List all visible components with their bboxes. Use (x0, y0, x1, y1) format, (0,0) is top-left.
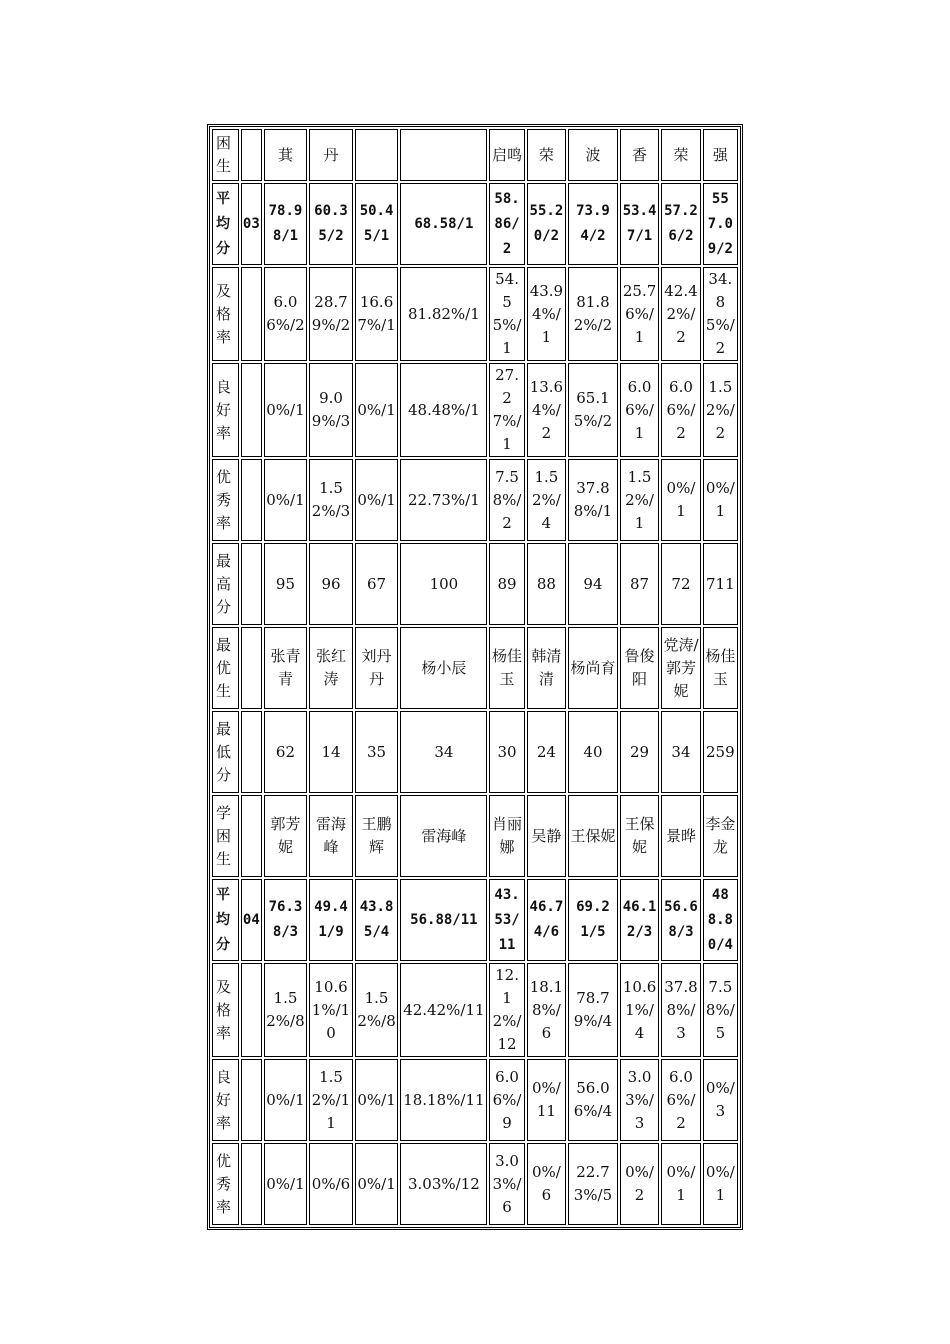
table-cell: 景晔 (661, 795, 700, 877)
table-cell: 王鹏辉 (355, 795, 399, 877)
table-cell: 22.73%/1 (400, 459, 487, 541)
table-cell: 0%/1 (264, 363, 308, 457)
table-cell: 34 (661, 711, 700, 793)
class-number-cell (241, 267, 262, 361)
table-cell: 13.64%/2 (527, 363, 566, 457)
table-cell: 张青青 (264, 627, 308, 709)
table-cell: 6.06%/9 (489, 1059, 524, 1141)
table-body (212, 129, 738, 1225)
table-cell: 50.45/1 (355, 183, 399, 265)
table-cell: 56.88/11 (400, 879, 487, 961)
table-cell: 0%/1 (661, 1143, 700, 1225)
table-cell: 0%/2 (620, 1143, 659, 1225)
class-number-cell (241, 963, 262, 1057)
row-label: 平均分 (212, 879, 239, 961)
table-cell: 王保妮 (568, 795, 618, 877)
table-cell: 1.52%/1 (620, 459, 659, 541)
table-row (212, 1143, 738, 1225)
table-row (212, 459, 738, 541)
table-cell: 30 (489, 711, 524, 793)
table-cell: 1.52%/8 (264, 963, 308, 1057)
table-cell: 37.88%/3 (661, 963, 700, 1057)
table-cell: 6.06%/2 (661, 1059, 700, 1141)
table-cell: 67 (355, 543, 399, 625)
table-row (212, 129, 738, 181)
row-label: 困生 (212, 129, 239, 181)
table-cell: 57.26/2 (661, 183, 700, 265)
table-row (212, 267, 738, 361)
class-score-statistics-table (210, 127, 740, 1227)
table-cell: 0%/11 (527, 1059, 566, 1141)
table-cell: 党涛/郭芳妮 (661, 627, 700, 709)
table-cell: 韩清清 (527, 627, 566, 709)
table-cell: 肖丽娜 (489, 795, 524, 877)
class-number-cell (241, 363, 262, 457)
table-cell: 43.85/4 (355, 879, 399, 961)
class-number-cell: 04 (241, 879, 262, 961)
score-table-frame (207, 124, 743, 1230)
table-cell: 0%/1 (703, 1143, 738, 1225)
class-number-cell (241, 627, 262, 709)
class-number-cell (241, 711, 262, 793)
table-cell: 1.52%/3 (309, 459, 353, 541)
table-cell: 22.73%/5 (568, 1143, 618, 1225)
table-cell: 87 (620, 543, 659, 625)
row-label: 平均分 (212, 183, 239, 265)
table-cell: 81.82%/2 (568, 267, 618, 361)
table-cell: 7.58%/5 (703, 963, 738, 1057)
class-number-cell (241, 459, 262, 541)
table-row (212, 363, 738, 457)
table-cell: 94 (568, 543, 618, 625)
table-cell: 56.68/3 (661, 879, 700, 961)
table-cell: 89 (489, 543, 524, 625)
table-cell: 73.94/2 (568, 183, 618, 265)
table-cell: 3.03%/6 (489, 1143, 524, 1225)
table-cell: 7.58%/2 (489, 459, 524, 541)
table-cell: 53.47/1 (620, 183, 659, 265)
row-label: 学困生 (212, 795, 239, 877)
table-cell: 杨尚育 (568, 627, 618, 709)
table-cell: 16.67%/1 (355, 267, 399, 361)
table-cell: 李金龙 (703, 795, 738, 877)
table-cell: 259 (703, 711, 738, 793)
table-cell: 0%/1 (355, 1143, 399, 1225)
table-cell: 3.03%/12 (400, 1143, 487, 1225)
table-cell: 王保妮 (620, 795, 659, 877)
table-cell: 711 (703, 543, 738, 625)
row-label: 良好率 (212, 363, 239, 457)
table-cell: 72 (661, 543, 700, 625)
table-row (212, 1059, 738, 1141)
row-label: 最高分 (212, 543, 239, 625)
table-cell: 杨佳玉 (703, 627, 738, 709)
table-cell: 0%/1 (355, 459, 399, 541)
row-label: 良好率 (212, 1059, 239, 1141)
table-cell: 丹 (309, 129, 353, 181)
table-cell: 54.55%/1 (489, 267, 524, 361)
table-row (212, 963, 738, 1057)
table-cell (355, 129, 399, 181)
table-cell: 100 (400, 543, 487, 625)
table-cell: 18.18%/6 (527, 963, 566, 1057)
table-cell: 27.27%/1 (489, 363, 524, 457)
table-cell: 1.52%/8 (355, 963, 399, 1057)
row-label: 及格率 (212, 963, 239, 1057)
table-cell: 46.12/3 (620, 879, 659, 961)
table-cell: 吴静 (527, 795, 566, 877)
table-cell: 49.41/9 (309, 879, 353, 961)
class-number-cell (241, 1143, 262, 1225)
table-cell: 24 (527, 711, 566, 793)
table-cell: 46.74/6 (527, 879, 566, 961)
table-cell: 启鸣 (489, 129, 524, 181)
table-cell: 杨小辰 (400, 627, 487, 709)
table-cell: 鲁俊阳 (620, 627, 659, 709)
table-cell: 雷海峰 (309, 795, 353, 877)
row-label: 优秀率 (212, 1143, 239, 1225)
table-cell: 58.86/2 (489, 183, 524, 265)
table-cell: 65.15%/2 (568, 363, 618, 457)
table-cell: 0%/1 (355, 363, 399, 457)
table-cell: 68.58/1 (400, 183, 487, 265)
table-cell: 60.35/2 (309, 183, 353, 265)
table-cell: 萁 (264, 129, 308, 181)
table-row (212, 183, 738, 265)
table-cell: 10.61%/4 (620, 963, 659, 1057)
table-cell: 488.80/4 (703, 879, 738, 961)
table-cell: 0%/1 (264, 459, 308, 541)
table-cell: 0%/3 (703, 1059, 738, 1141)
table-cell: 1.52%/11 (309, 1059, 353, 1141)
table-row (212, 795, 738, 877)
table-cell: 56.06%/4 (568, 1059, 618, 1141)
table-cell: 郭芳妮 (264, 795, 308, 877)
table-cell: 0%/1 (355, 1059, 399, 1141)
table-cell: 96 (309, 543, 353, 625)
table-cell: 88 (527, 543, 566, 625)
table-cell: 10.61%/10 (309, 963, 353, 1057)
table-cell: 强 (703, 129, 738, 181)
table-cell: 55.20/2 (527, 183, 566, 265)
row-label: 最优生 (212, 627, 239, 709)
table-cell: 42.42%/2 (661, 267, 700, 361)
table-cell: 荣 (661, 129, 700, 181)
row-label: 优秀率 (212, 459, 239, 541)
table-cell: 9.09%/3 (309, 363, 353, 457)
table-cell (400, 129, 487, 181)
table-cell: 42.42%/11 (400, 963, 487, 1057)
table-cell: 18.18%/11 (400, 1059, 487, 1141)
table-cell: 37.88%/1 (568, 459, 618, 541)
table-cell: 48.48%/1 (400, 363, 487, 457)
table-cell: 1.52%/2 (703, 363, 738, 457)
table-cell: 12.12%/12 (489, 963, 524, 1057)
table-cell: 0%/6 (527, 1143, 566, 1225)
class-number-cell (241, 129, 262, 181)
row-label: 及格率 (212, 267, 239, 361)
table-cell: 0%/1 (264, 1059, 308, 1141)
table-cell: 25.76%/1 (620, 267, 659, 361)
table-cell: 刘丹丹 (355, 627, 399, 709)
table-cell: 28.79%/2 (309, 267, 353, 361)
table-row (212, 879, 738, 961)
table-cell: 6.06%/2 (661, 363, 700, 457)
table-cell: 6.06%/1 (620, 363, 659, 457)
table-cell: 557.09/2 (703, 183, 738, 265)
table-cell: 69.21/5 (568, 879, 618, 961)
table-cell: 14 (309, 711, 353, 793)
table-cell: 0%/1 (703, 459, 738, 541)
table-cell: 6.06%/2 (264, 267, 308, 361)
class-number-cell (241, 795, 262, 877)
class-number-cell (241, 1059, 262, 1141)
table-cell: 43.94%/1 (527, 267, 566, 361)
table-cell: 0%/1 (264, 1143, 308, 1225)
table-cell: 34.85%/2 (703, 267, 738, 361)
table-cell: 95 (264, 543, 308, 625)
table-row (212, 711, 738, 793)
table-cell: 荣 (527, 129, 566, 181)
table-cell: 40 (568, 711, 618, 793)
class-number-cell: 03 (241, 183, 262, 265)
table-cell: 1.52%/4 (527, 459, 566, 541)
table-cell: 波 (568, 129, 618, 181)
table-cell: 3.03%/3 (620, 1059, 659, 1141)
table-cell: 34 (400, 711, 487, 793)
table-cell: 雷海峰 (400, 795, 487, 877)
table-cell: 76.38/3 (264, 879, 308, 961)
row-label: 最低分 (212, 711, 239, 793)
table-cell: 62 (264, 711, 308, 793)
table-cell: 43.53/11 (489, 879, 524, 961)
table-cell: 0%/6 (309, 1143, 353, 1225)
table-row (212, 627, 738, 709)
table-cell: 29 (620, 711, 659, 793)
table-cell: 张红涛 (309, 627, 353, 709)
table-cell: 35 (355, 711, 399, 793)
table-cell: 0%/1 (661, 459, 700, 541)
table-cell: 香 (620, 129, 659, 181)
table-cell: 杨佳玉 (489, 627, 524, 709)
class-number-cell (241, 543, 262, 625)
table-cell: 78.79%/4 (568, 963, 618, 1057)
table-cell: 78.98/1 (264, 183, 308, 265)
table-row (212, 543, 738, 625)
table-cell: 81.82%/1 (400, 267, 487, 361)
